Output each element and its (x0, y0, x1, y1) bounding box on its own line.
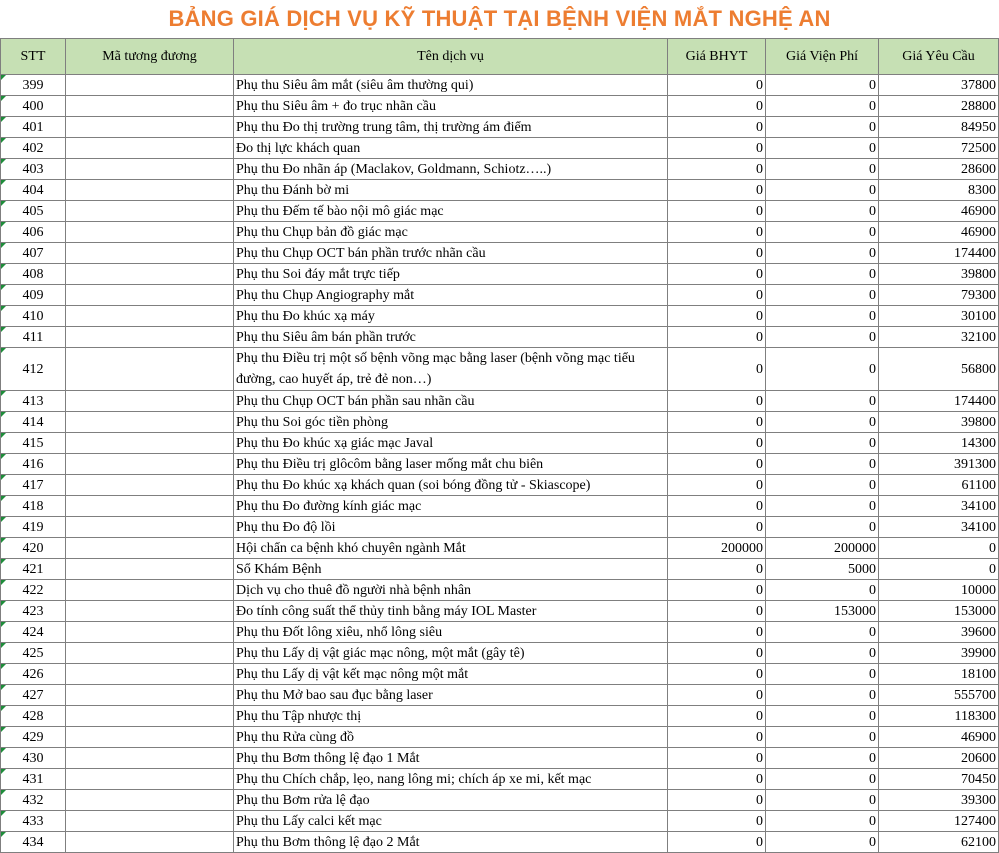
cell-stt[interactable]: 414 (1, 412, 66, 433)
table-row[interactable] (1, 96, 999, 117)
cell-gia-vien-phi[interactable]: 200000 (766, 538, 879, 559)
cell-ma-tuong-duong[interactable] (66, 706, 234, 727)
table-row[interactable] (1, 159, 999, 180)
cell-gia-bhyt[interactable]: 0 (668, 285, 766, 306)
cell-stt[interactable]: 423 (1, 601, 66, 622)
cell-ma-tuong-duong[interactable] (66, 769, 234, 790)
table-row[interactable] (1, 559, 999, 580)
cell-gia-vien-phi[interactable]: 0 (766, 117, 879, 138)
cell-gia-bhyt[interactable]: 0 (668, 327, 766, 348)
cell-stt[interactable]: 433 (1, 811, 66, 832)
header-ten-dich-vu: Tên dịch vụ (234, 39, 668, 75)
table-row[interactable] (1, 643, 999, 664)
cell-stt[interactable]: 409 (1, 285, 66, 306)
cell-gia-vien-phi[interactable]: 0 (766, 643, 879, 664)
table-row[interactable] (1, 727, 999, 748)
cell-gia-bhyt[interactable]: 0 (668, 75, 766, 96)
cell-gia-vien-phi[interactable]: 0 (766, 159, 879, 180)
cell-gia-vien-phi[interactable]: 0 (766, 180, 879, 201)
cell-gia-yeu-cau[interactable]: 391300 (879, 454, 999, 475)
table-row[interactable] (1, 180, 999, 201)
cell-stt[interactable]: 407 (1, 243, 66, 264)
cell-ma-tuong-duong[interactable] (66, 580, 234, 601)
cell-gia-yeu-cau[interactable]: 8300 (879, 180, 999, 201)
cell-gia-yeu-cau[interactable]: 555700 (879, 685, 999, 706)
table-row[interactable] (1, 496, 999, 517)
cell-ma-tuong-duong[interactable] (66, 285, 234, 306)
cell-gia-bhyt[interactable]: 0 (668, 306, 766, 327)
table-row[interactable] (1, 622, 999, 643)
cell-ten-dich-vu[interactable]: Phụ thu Siêu âm bán phần trước (234, 327, 668, 348)
cell-gia-yeu-cau[interactable]: 37800 (879, 75, 999, 96)
table-row[interactable] (1, 391, 999, 412)
cell-ten-dich-vu[interactable]: Phụ thu Chụp bản đồ giác mạc (234, 222, 668, 243)
cell-ten-dich-vu[interactable]: Phụ thu Đo khúc xạ máy (234, 306, 668, 327)
cell-gia-yeu-cau[interactable]: 118300 (879, 706, 999, 727)
table-row[interactable] (1, 306, 999, 327)
cell-ma-tuong-duong[interactable] (66, 433, 234, 454)
cell-gia-bhyt[interactable]: 0 (668, 748, 766, 769)
cell-gia-vien-phi[interactable]: 0 (766, 790, 879, 811)
cell-gia-vien-phi[interactable]: 0 (766, 517, 879, 538)
cell-ma-tuong-duong[interactable] (66, 475, 234, 496)
cell-stt[interactable]: 416 (1, 454, 66, 475)
cell-ten-dich-vu[interactable]: Phụ thu Lấy dị vật kết mạc nông một mắt (234, 664, 668, 685)
cell-stt[interactable]: 429 (1, 727, 66, 748)
cell-ten-dich-vu[interactable]: Phụ thu Mở bao sau đục bằng laser (234, 685, 668, 706)
cell-gia-vien-phi[interactable]: 0 (766, 327, 879, 348)
cell-gia-bhyt[interactable]: 0 (668, 559, 766, 580)
table-row[interactable] (1, 285, 999, 306)
header-stt: STT (1, 39, 66, 75)
cell-ma-tuong-duong[interactable] (66, 622, 234, 643)
cell-gia-bhyt[interactable]: 0 (668, 601, 766, 622)
cell-gia-vien-phi[interactable]: 0 (766, 264, 879, 285)
table-row[interactable] (1, 517, 999, 538)
cell-ma-tuong-duong[interactable] (66, 222, 234, 243)
cell-gia-yeu-cau[interactable]: 56800 (879, 348, 999, 391)
cell-stt[interactable]: 401 (1, 117, 66, 138)
cell-gia-vien-phi[interactable]: 0 (766, 75, 879, 96)
cell-ma-tuong-duong[interactable] (66, 811, 234, 832)
page-title: BẢNG GIÁ DỊCH VỤ KỸ THUẬT TẠI BỆNH VIỆN MẮT NGHỆ AN (168, 6, 831, 31)
cell-gia-bhyt[interactable]: 0 (668, 96, 766, 117)
cell-ma-tuong-duong[interactable] (66, 159, 234, 180)
cell-gia-vien-phi[interactable]: 0 (766, 222, 879, 243)
cell-gia-yeu-cau[interactable]: 39800 (879, 264, 999, 285)
cell-gia-vien-phi[interactable]: 0 (766, 138, 879, 159)
cell-gia-bhyt[interactable]: 0 (668, 201, 766, 222)
cell-gia-bhyt[interactable]: 0 (668, 222, 766, 243)
cell-gia-yeu-cau[interactable]: 14300 (879, 433, 999, 454)
cell-gia-vien-phi[interactable]: 0 (766, 832, 879, 853)
cell-ma-tuong-duong[interactable] (66, 117, 234, 138)
cell-ma-tuong-duong[interactable] (66, 454, 234, 475)
cell-gia-yeu-cau[interactable]: 39900 (879, 643, 999, 664)
cell-gia-bhyt[interactable]: 0 (668, 159, 766, 180)
cell-gia-yeu-cau[interactable]: 28800 (879, 96, 999, 117)
cell-gia-bhyt[interactable]: 0 (668, 454, 766, 475)
cell-gia-yeu-cau[interactable]: 62100 (879, 832, 999, 853)
header-gia-bhyt: Giá BHYT (668, 39, 766, 75)
cell-gia-bhyt[interactable]: 0 (668, 643, 766, 664)
table-row[interactable] (1, 243, 999, 264)
cell-gia-vien-phi[interactable]: 0 (766, 412, 879, 433)
cell-gia-bhyt[interactable]: 0 (668, 664, 766, 685)
cell-gia-vien-phi[interactable]: 0 (766, 454, 879, 475)
cell-gia-yeu-cau[interactable]: 84950 (879, 117, 999, 138)
table-row[interactable] (1, 75, 999, 96)
cell-ten-dich-vu[interactable]: Phụ thu Đo đường kính giác mạc (234, 496, 668, 517)
cell-ten-dich-vu[interactable]: Phụ thu Chụp OCT bán phần sau nhãn cầu (234, 391, 668, 412)
cell-stt[interactable]: 400 (1, 96, 66, 117)
cell-ma-tuong-duong[interactable] (66, 727, 234, 748)
cell-ten-dich-vu[interactable]: Phụ thu Đo khúc xạ giác mạc Javal (234, 433, 668, 454)
cell-gia-vien-phi[interactable]: 0 (766, 580, 879, 601)
cell-gia-bhyt[interactable]: 0 (668, 622, 766, 643)
cell-ten-dich-vu[interactable]: Phụ thu Điều trị glôcôm bằng laser mống mắt chu biên (234, 454, 668, 475)
table-row[interactable] (1, 832, 999, 853)
table-row[interactable] (1, 664, 999, 685)
cell-stt[interactable]: 399 (1, 75, 66, 96)
cell-gia-bhyt[interactable]: 0 (668, 348, 766, 391)
cell-ten-dich-vu[interactable]: Phụ thu Đo độ lồi (234, 517, 668, 538)
cell-gia-yeu-cau[interactable]: 34100 (879, 517, 999, 538)
cell-ten-dich-vu[interactable]: Phụ thu Soi đáy mắt trực tiếp (234, 264, 668, 285)
cell-gia-bhyt[interactable]: 0 (668, 412, 766, 433)
cell-gia-yeu-cau[interactable]: 18100 (879, 664, 999, 685)
cell-ten-dich-vu[interactable]: Phụ thu Lấy dị vật giác mạc nông, một mắt (gây tê) (234, 643, 668, 664)
cell-ten-dich-vu[interactable]: Đo thị lực khách quan (234, 138, 668, 159)
table-row[interactable] (1, 412, 999, 433)
cell-stt[interactable]: 422 (1, 580, 66, 601)
cell-ma-tuong-duong[interactable] (66, 559, 234, 580)
cell-ma-tuong-duong[interactable] (66, 306, 234, 327)
cell-gia-bhyt[interactable]: 0 (668, 117, 766, 138)
cell-gia-bhyt[interactable]: 0 (668, 769, 766, 790)
table-row[interactable] (1, 117, 999, 138)
table-row[interactable] (1, 748, 999, 769)
cell-gia-yeu-cau[interactable]: 127400 (879, 811, 999, 832)
cell-ten-dich-vu[interactable]: Phụ thu Chụp Angiography mắt (234, 285, 668, 306)
cell-ma-tuong-duong[interactable] (66, 601, 234, 622)
cell-stt[interactable]: 430 (1, 748, 66, 769)
cell-ten-dich-vu[interactable]: Phụ thu Đếm tế bào nội mô giác mạc (234, 201, 668, 222)
cell-gia-bhyt[interactable]: 0 (668, 706, 766, 727)
cell-gia-yeu-cau[interactable]: 39600 (879, 622, 999, 643)
cell-ma-tuong-duong[interactable] (66, 412, 234, 433)
cell-gia-bhyt[interactable]: 0 (668, 496, 766, 517)
cell-stt[interactable]: 426 (1, 664, 66, 685)
cell-ma-tuong-duong[interactable] (66, 348, 234, 391)
cell-stt[interactable]: 425 (1, 643, 66, 664)
cell-ten-dich-vu[interactable]: Phụ thu Chụp OCT bán phần trước nhãn cầu (234, 243, 668, 264)
table-row[interactable] (1, 580, 999, 601)
cell-gia-bhyt[interactable]: 0 (668, 517, 766, 538)
cell-gia-vien-phi[interactable]: 0 (766, 201, 879, 222)
cell-gia-vien-phi[interactable]: 0 (766, 243, 879, 264)
cell-stt[interactable]: 412 (1, 348, 66, 391)
cell-ten-dich-vu[interactable]: Đo tính công suất thể thủy tinh bằng máy IOL Master (234, 601, 668, 622)
cell-gia-yeu-cau[interactable]: 46900 (879, 201, 999, 222)
cell-gia-bhyt[interactable]: 0 (668, 180, 766, 201)
cell-gia-bhyt[interactable]: 0 (668, 811, 766, 832)
cell-ten-dich-vu[interactable]: Phụ thu Bơm thông lệ đạo 2 Mắt (234, 832, 668, 853)
cell-ten-dich-vu[interactable]: Phụ thu Đo thị trường trung tâm, thị trường ám điểm (234, 117, 668, 138)
cell-ma-tuong-duong[interactable] (66, 685, 234, 706)
cell-ma-tuong-duong[interactable] (66, 496, 234, 517)
cell-gia-bhyt[interactable]: 0 (668, 264, 766, 285)
cell-gia-yeu-cau[interactable]: 32100 (879, 327, 999, 348)
cell-stt[interactable]: 405 (1, 201, 66, 222)
cell-gia-yeu-cau[interactable]: 174400 (879, 391, 999, 412)
table-row[interactable] (1, 348, 999, 391)
cell-gia-bhyt[interactable]: 0 (668, 727, 766, 748)
cell-stt[interactable]: 413 (1, 391, 66, 412)
cell-gia-bhyt[interactable]: 0 (668, 138, 766, 159)
cell-stt[interactable]: 420 (1, 538, 66, 559)
cell-gia-yeu-cau[interactable]: 0 (879, 538, 999, 559)
cell-gia-bhyt[interactable]: 0 (668, 475, 766, 496)
cell-gia-yeu-cau[interactable]: 10000 (879, 580, 999, 601)
table-row[interactable] (1, 790, 999, 811)
cell-gia-yeu-cau[interactable]: 39300 (879, 790, 999, 811)
cell-ten-dich-vu[interactable]: Phụ thu Tập nhược thị (234, 706, 668, 727)
cell-ma-tuong-duong[interactable] (66, 75, 234, 96)
cell-gia-bhyt[interactable]: 0 (668, 433, 766, 454)
cell-gia-vien-phi[interactable]: 0 (766, 433, 879, 454)
cell-gia-vien-phi[interactable]: 0 (766, 811, 879, 832)
cell-gia-bhyt[interactable]: 0 (668, 391, 766, 412)
table-row[interactable] (1, 601, 999, 622)
cell-gia-yeu-cau[interactable]: 72500 (879, 138, 999, 159)
cell-gia-yeu-cau[interactable]: 46900 (879, 222, 999, 243)
cell-ma-tuong-duong[interactable] (66, 180, 234, 201)
cell-ma-tuong-duong[interactable] (66, 327, 234, 348)
cell-gia-vien-phi[interactable]: 0 (766, 748, 879, 769)
cell-gia-yeu-cau[interactable]: 79300 (879, 285, 999, 306)
cell-stt[interactable]: 424 (1, 622, 66, 643)
cell-gia-bhyt[interactable]: 0 (668, 243, 766, 264)
cell-stt[interactable]: 408 (1, 264, 66, 285)
price-table (0, 38, 999, 853)
cell-ten-dich-vu[interactable]: Sổ Khám Bệnh (234, 559, 668, 580)
cell-ma-tuong-duong[interactable] (66, 391, 234, 412)
cell-gia-yeu-cau[interactable]: 61100 (879, 475, 999, 496)
header-row (1, 39, 999, 75)
cell-gia-yeu-cau[interactable]: 174400 (879, 243, 999, 264)
cell-ten-dich-vu[interactable]: Phụ thu Soi góc tiền phòng (234, 412, 668, 433)
cell-stt[interactable]: 419 (1, 517, 66, 538)
cell-gia-vien-phi[interactable]: 0 (766, 96, 879, 117)
cell-ten-dich-vu[interactable]: Phụ thu Đốt lông xiêu, nhổ lông siêu (234, 622, 668, 643)
cell-stt[interactable]: 434 (1, 832, 66, 853)
cell-stt[interactable]: 411 (1, 327, 66, 348)
table-row[interactable] (1, 454, 999, 475)
table-row[interactable] (1, 475, 999, 496)
cell-gia-vien-phi[interactable]: 0 (766, 348, 879, 391)
cell-stt[interactable]: 410 (1, 306, 66, 327)
header-ma-tuong-duong: Mã tương đương (66, 39, 234, 75)
cell-stt[interactable]: 417 (1, 475, 66, 496)
header-gia-vien-phi: Giá Viện Phí (766, 39, 879, 75)
cell-ten-dich-vu[interactable]: Dịch vụ cho thuê đồ người nhà bệnh nhân (234, 580, 668, 601)
cell-stt[interactable]: 403 (1, 159, 66, 180)
table-row[interactable] (1, 433, 999, 454)
cell-gia-vien-phi[interactable]: 0 (766, 706, 879, 727)
cell-gia-vien-phi[interactable]: 0 (766, 727, 879, 748)
cell-ma-tuong-duong[interactable] (66, 138, 234, 159)
cell-stt[interactable]: 402 (1, 138, 66, 159)
cell-ma-tuong-duong[interactable] (66, 517, 234, 538)
cell-ten-dich-vu[interactable]: Phụ thu Bơm rửa lệ đạo (234, 790, 668, 811)
cell-ten-dich-vu[interactable]: Phụ thu Đo nhãn áp (Maclakov, Goldmann, Schiotz…..) (234, 159, 668, 180)
cell-gia-yeu-cau[interactable]: 70450 (879, 769, 999, 790)
cell-gia-vien-phi[interactable]: 0 (766, 306, 879, 327)
table-row[interactable] (1, 685, 999, 706)
cell-stt[interactable]: 421 (1, 559, 66, 580)
cell-gia-yeu-cau[interactable]: 30100 (879, 306, 999, 327)
cell-ten-dich-vu[interactable]: Phụ thu Lấy calci kết mạc (234, 811, 668, 832)
cell-ma-tuong-duong[interactable] (66, 643, 234, 664)
table-row[interactable] (1, 769, 999, 790)
cell-ma-tuong-duong[interactable] (66, 243, 234, 264)
cell-ten-dich-vu[interactable]: Phụ thu Rửa cùng đồ (234, 727, 668, 748)
cell-gia-vien-phi[interactable]: 0 (766, 622, 879, 643)
cell-ten-dich-vu[interactable]: Phụ thu Đo khúc xạ khách quan (soi bóng đồng tử - Skiascope) (234, 475, 668, 496)
cell-ma-tuong-duong[interactable] (66, 832, 234, 853)
table-row[interactable] (1, 264, 999, 285)
cell-ten-dich-vu[interactable]: Phụ thu Chích chắp, lẹo, nang lông mi; chích áp xe mi, kết mạc (234, 769, 668, 790)
cell-gia-vien-phi[interactable]: 0 (766, 685, 879, 706)
cell-stt[interactable]: 404 (1, 180, 66, 201)
cell-gia-bhyt[interactable]: 0 (668, 790, 766, 811)
cell-stt[interactable]: 415 (1, 433, 66, 454)
cell-gia-vien-phi[interactable]: 0 (766, 391, 879, 412)
table-row[interactable] (1, 327, 999, 348)
cell-ten-dich-vu[interactable]: Phụ thu Siêu âm mắt (siêu âm thường qui) (234, 75, 668, 96)
table-row[interactable] (1, 222, 999, 243)
cell-gia-bhyt[interactable]: 200000 (668, 538, 766, 559)
cell-gia-yeu-cau[interactable]: 39800 (879, 412, 999, 433)
cell-ma-tuong-duong[interactable] (66, 748, 234, 769)
cell-stt[interactable]: 431 (1, 769, 66, 790)
cell-stt[interactable]: 406 (1, 222, 66, 243)
cell-gia-yeu-cau[interactable]: 28600 (879, 159, 999, 180)
cell-ten-dich-vu[interactable]: Hội chẩn ca bệnh khó chuyên ngành Mắt (234, 538, 668, 559)
header-gia-yeu-cau: Giá Yêu Cầu (879, 39, 999, 75)
cell-stt[interactable]: 427 (1, 685, 66, 706)
cell-gia-yeu-cau[interactable]: 46900 (879, 727, 999, 748)
cell-stt[interactable]: 428 (1, 706, 66, 727)
cell-gia-yeu-cau[interactable]: 20600 (879, 748, 999, 769)
cell-gia-vien-phi[interactable]: 0 (766, 769, 879, 790)
cell-gia-vien-phi[interactable]: 0 (766, 285, 879, 306)
cell-stt[interactable]: 418 (1, 496, 66, 517)
table-row[interactable] (1, 138, 999, 159)
cell-ten-dich-vu[interactable]: Phụ thu Đánh bờ mi (234, 180, 668, 201)
cell-gia-yeu-cau[interactable]: 153000 (879, 601, 999, 622)
cell-gia-vien-phi[interactable]: 0 (766, 475, 879, 496)
cell-ma-tuong-duong[interactable] (66, 664, 234, 685)
cell-ten-dich-vu[interactable]: Phụ thu Bơm thông lệ đạo 1 Mắt (234, 748, 668, 769)
cell-ma-tuong-duong[interactable] (66, 790, 234, 811)
cell-gia-bhyt[interactable]: 0 (668, 580, 766, 601)
cell-ma-tuong-duong[interactable] (66, 96, 234, 117)
cell-ma-tuong-duong[interactable] (66, 264, 234, 285)
table-row[interactable] (1, 201, 999, 222)
table-row[interactable] (1, 811, 999, 832)
cell-gia-yeu-cau[interactable]: 34100 (879, 496, 999, 517)
cell-gia-bhyt[interactable]: 0 (668, 685, 766, 706)
table-row[interactable] (1, 538, 999, 559)
cell-gia-vien-phi[interactable]: 5000 (766, 559, 879, 580)
cell-gia-yeu-cau[interactable]: 0 (879, 559, 999, 580)
cell-gia-vien-phi[interactable]: 0 (766, 496, 879, 517)
table-row[interactable] (1, 706, 999, 727)
cell-ma-tuong-duong[interactable] (66, 201, 234, 222)
cell-ma-tuong-duong[interactable] (66, 538, 234, 559)
cell-ten-dich-vu[interactable]: Phụ thu Điều trị một số bệnh võng mạc bằng laser (bệnh võng mạc tiểu đường, cao huyết áp, trẻ đẻ non…) (234, 348, 668, 391)
cell-stt[interactable]: 432 (1, 790, 66, 811)
cell-gia-vien-phi[interactable]: 153000 (766, 601, 879, 622)
cell-ten-dich-vu[interactable]: Phụ thu Siêu âm + đo trục nhãn cầu (234, 96, 668, 117)
cell-gia-vien-phi[interactable]: 0 (766, 664, 879, 685)
cell-gia-bhyt[interactable]: 0 (668, 832, 766, 853)
